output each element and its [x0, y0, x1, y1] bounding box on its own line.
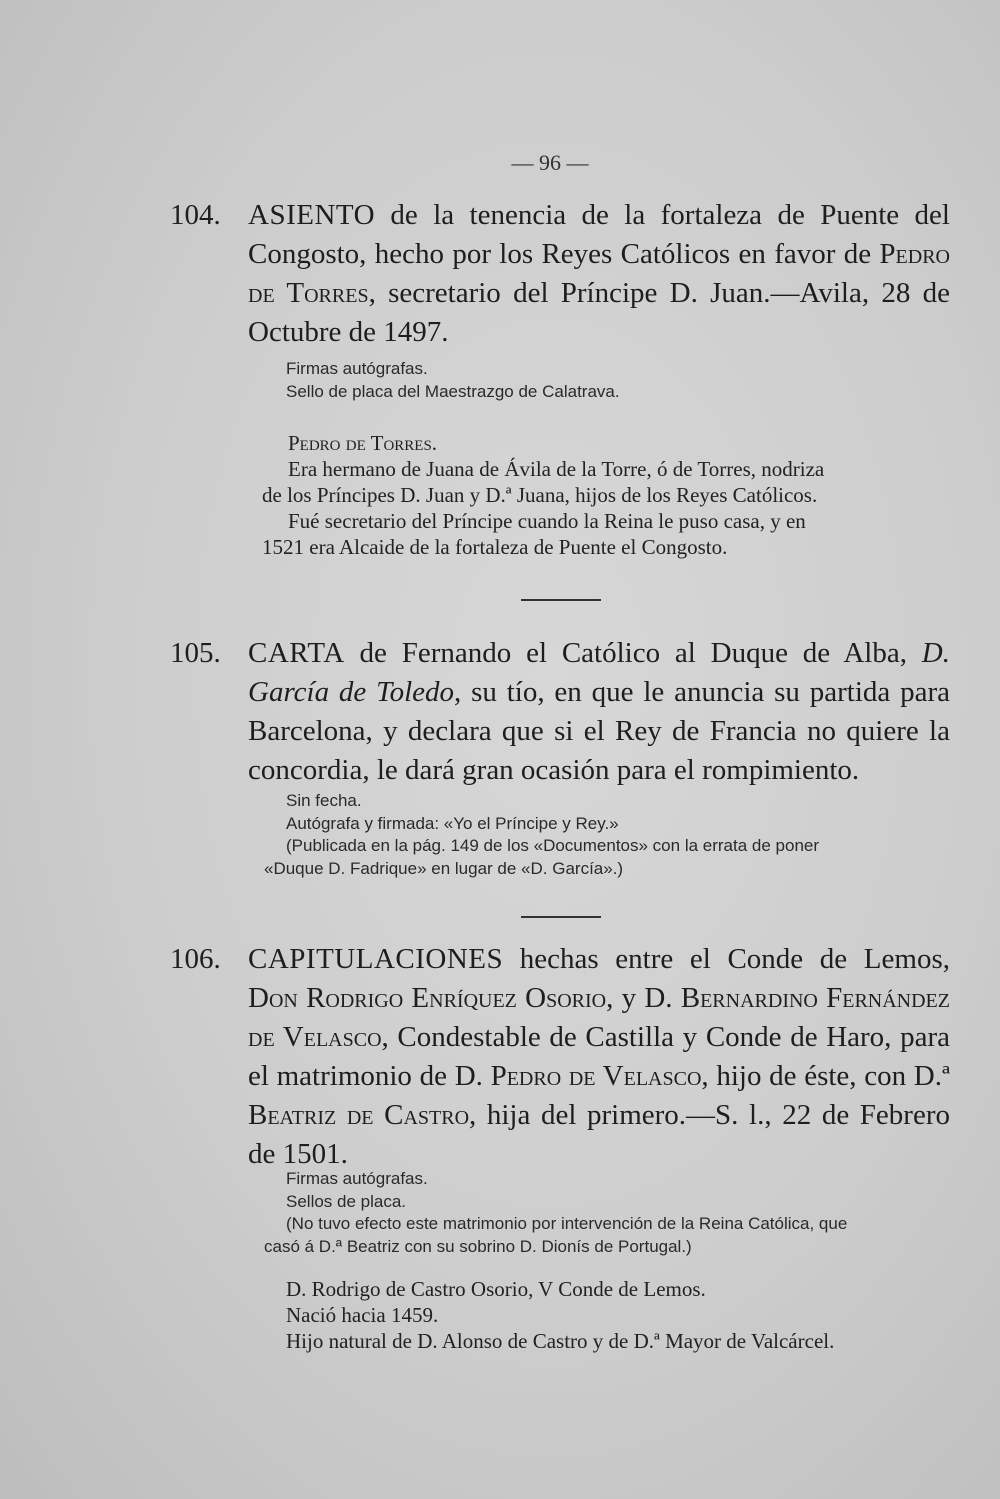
bio-line: 1521 era Alcaide de la fortaleza de Puente el Congosto.	[262, 535, 728, 559]
note-line: Sellos de placa.	[286, 1191, 407, 1211]
entry-text: , y D.	[606, 982, 681, 1014]
bio-line: de los Príncipes D. Juan y D.ª Juana, hijos de los Reyes Católicos.	[262, 483, 818, 507]
page-number: — 96 —	[511, 150, 589, 175]
person-name-italic: D. García de Toledo	[248, 637, 950, 708]
person-name: Pedro de Torres	[248, 238, 950, 309]
bio-line: Hijo natural de D. Alonso de Castro y de D.ª Mayor de Valcárcel.	[286, 1329, 835, 1353]
note-line: casó á D.ª Beatriz con su sobrino D. Dionís de Portugal.)	[264, 1236, 692, 1256]
note-line: Firmas autógrafas.	[286, 1169, 428, 1188]
entry-text: hechas entre el Conde de Lemos,	[503, 943, 950, 975]
bio-line: Nació hacia 1459.	[286, 1303, 439, 1327]
bio-title: Pedro de Torres.	[288, 431, 438, 455]
entry-lead: ASIENTO	[248, 199, 376, 231]
person-name: Don Rodrigo Enríquez Osorio	[248, 982, 607, 1014]
entry-text: , secretario del Príncipe D. Juan.—Avila, 28 de Octubre de 1497.	[248, 277, 950, 348]
entry-text: , su tío, en que le anuncia su partida para Barcelona, y declara que si el Rey de Francia no quiere la concordia, le dará gran ocasión para el rompimiento.	[248, 676, 950, 786]
entry-lead: CARTA	[248, 637, 345, 669]
note-line: Sello de placa del Maestrazgo de Calatrava.	[286, 381, 620, 401]
entry-number: 104.	[170, 199, 221, 231]
note-line: «Duque D. Fadrique» en lugar de «D. García».)	[264, 858, 624, 878]
person-name: Pedro de Velasco	[490, 1060, 702, 1092]
bio-line: Era hermano de Juana de Ávila de la Torre, ó de Torres, nodriza	[288, 457, 825, 481]
entry-text: , hijo de éste, con D.ª	[701, 1060, 951, 1092]
entry-106-heading	[170, 940, 950, 1174]
entry-number: 106.	[170, 943, 221, 975]
bio-line: Fué secretario del Príncipe cuando la Reina le puso casa, y en	[288, 509, 806, 533]
entry-text: , hija del primero.—S. l., 22 de Febrero de 1501.	[248, 1099, 950, 1170]
entry-106-biography	[286, 1276, 834, 1354]
entry-104-biography	[262, 430, 952, 560]
bio-line: D. Rodrigo de Castro Osorio, V Conde de Lemos.	[286, 1277, 706, 1301]
note-line: (Publicada en la pág. 149 de los «Documentos» con la errata de poner	[286, 836, 820, 855]
entry-105-heading	[170, 634, 950, 790]
note-line: Autógrafa y firmada: «Yo el Príncipe y Rey.»	[286, 813, 619, 833]
person-name: Beatriz de Castro	[248, 1099, 470, 1131]
entry-106-notes	[264, 1168, 848, 1258]
note-line: Sin fecha.	[286, 791, 362, 810]
note-line: (No tuvo efecto este matrimonio por intervención de la Reina Católica, que	[286, 1214, 848, 1233]
person-name: Bernardino Fernández de Velasco	[248, 982, 950, 1053]
entry-text: de la tenencia de la fortaleza de Puente del Congosto, hecho por los Reyes Católicos en favor de	[248, 199, 950, 270]
section-divider	[521, 916, 601, 918]
section-divider	[521, 599, 601, 601]
entry-104-heading	[170, 196, 950, 352]
entry-105-notes	[264, 790, 820, 880]
entry-104-notes	[286, 358, 620, 403]
entry-number: 105.	[170, 637, 221, 669]
entry-text: , Condestable de Castilla y Conde de Haro, para el matrimonio de D.	[248, 1021, 950, 1092]
note-line: Firmas autógrafas.	[286, 359, 428, 378]
entry-text: de Fernando el Católico al Duque de Alba,	[344, 637, 922, 669]
entry-lead: CAPITULACIONES	[248, 943, 504, 975]
